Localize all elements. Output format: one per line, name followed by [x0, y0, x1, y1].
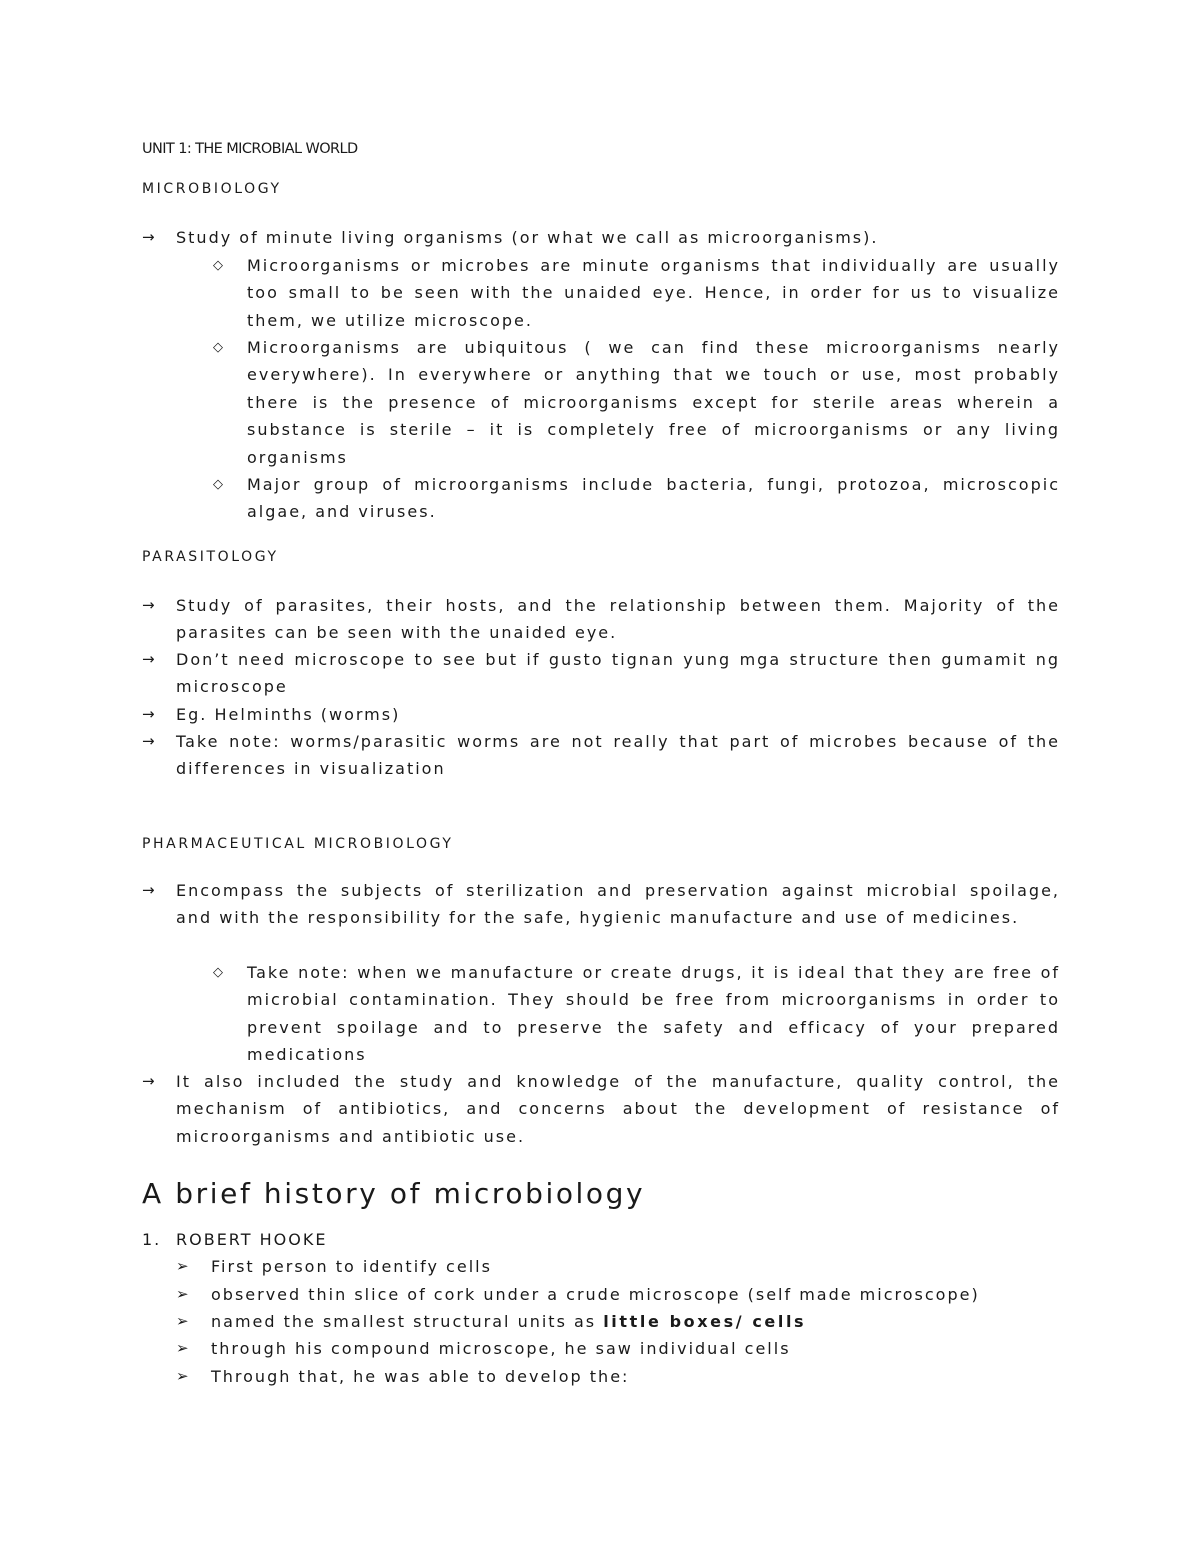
- diamond-bullet-icon: ◇: [213, 965, 223, 980]
- arrow-bullet-icon: →: [142, 596, 155, 614]
- pharma-point-2: It also included the study and knowledge of the manufacture, quality control, the mechanism of antibiotics, and concerns about the development of resistance of microorganisms and antibiotic use.: [176, 1072, 1060, 1146]
- parasitology-point-2: Don’t need microscope to see but if gusto tignan yung mga structure then gumamit ng microscope: [176, 650, 1060, 697]
- diamond-bullet-icon: ◇: [213, 477, 223, 492]
- list-number: 1.: [142, 1230, 162, 1249]
- hooke-bullet-3: [211, 1308, 806, 1335]
- section-heading-parasitology: PARASITOLOGY: [142, 549, 279, 565]
- hooke-bullet-2: observed thin slice of cork under a crude microscope (self made microscope): [211, 1285, 980, 1304]
- chevron-bullet-icon: ➢: [176, 1312, 189, 1330]
- microbiology-sub-3: Major group of microorganisms include bacteria, fungi, protozoa, microscopic algae, and viruses.: [247, 475, 1060, 522]
- parasitology-point-3: Eg. Helminths (worms): [176, 705, 401, 724]
- arrow-bullet-icon: →: [142, 228, 155, 246]
- microbiology-sub-2: Microorganisms are ubiquitous ( we can find these microorganisms nearly everywhere). In everywhere or anything that we touch or use, most probably there is the presence of microorganisms except for sterile areas wherein a substance is sterile – it is completely free of microorganisms or any living organisms: [247, 338, 1060, 467]
- hooke-bullet-4: through his compound microscope, he saw individual cells: [211, 1339, 791, 1358]
- hooke-bullet-5: Through that, he was able to develop the:: [211, 1367, 630, 1386]
- pharma-sub-1: Take note: when we manufacture or create drugs, it is ideal that they are free of microbial contamination. They should be free from microorganisms in order to prevent spoilage and to preserve the safety and efficacy of your prepared medications: [247, 963, 1060, 1065]
- parasitology-point-4: Take note: worms/parasitic worms are not really that part of microbes because of the differences in visualization: [176, 732, 1060, 779]
- arrow-bullet-icon: →: [142, 705, 155, 723]
- chevron-bullet-icon: ➢: [176, 1257, 189, 1275]
- pharma-point-1: Encompass the subjects of sterilization and preservation against microbial spoilage, and with the responsibility for the safe, hygienic manufacture and use of medicines.: [176, 881, 1060, 928]
- section-heading-microbiology: MICROBIOLOGY: [142, 181, 282, 197]
- chevron-bullet-icon: ➢: [176, 1339, 189, 1357]
- arrow-bullet-icon: →: [142, 732, 155, 750]
- robert-hooke-heading: ROBERT HOOKE: [176, 1230, 328, 1249]
- unit-title: UNIT 1: THE MICROBIAL WORLD: [142, 141, 358, 157]
- chevron-bullet-icon: ➢: [176, 1285, 189, 1303]
- bold-term: little boxes/ cells: [603, 1312, 807, 1331]
- diamond-bullet-icon: ◇: [213, 340, 223, 355]
- microbiology-definition: Study of minute living organisms (or what we call as microorganisms).: [176, 228, 879, 247]
- hooke-bullet-3-text: named the smallest structural units as: [211, 1312, 604, 1331]
- history-heading: A brief history of microbiology: [142, 1177, 646, 1210]
- hooke-bullet-1: First person to identify cells: [211, 1257, 492, 1276]
- microbiology-sub-1: Microorganisms or microbes are minute organisms that individually are usually too small to be seen with the unaided eye. Hence, in order for us to visualize them, we utilize microscope.: [247, 256, 1060, 330]
- parasitology-point-1: Study of parasites, their hosts, and the relationship between them. Majority of the parasites can be seen with the unaided eye.: [176, 596, 1060, 643]
- section-heading-pharmaceutical-microbiology: PHARMACEUTICAL MICROBIOLOGY: [142, 836, 454, 852]
- arrow-bullet-icon: →: [142, 650, 155, 668]
- chevron-bullet-icon: ➢: [176, 1367, 189, 1385]
- arrow-bullet-icon: →: [142, 1072, 155, 1090]
- arrow-bullet-icon: →: [142, 881, 155, 899]
- diamond-bullet-icon: ◇: [213, 258, 223, 273]
